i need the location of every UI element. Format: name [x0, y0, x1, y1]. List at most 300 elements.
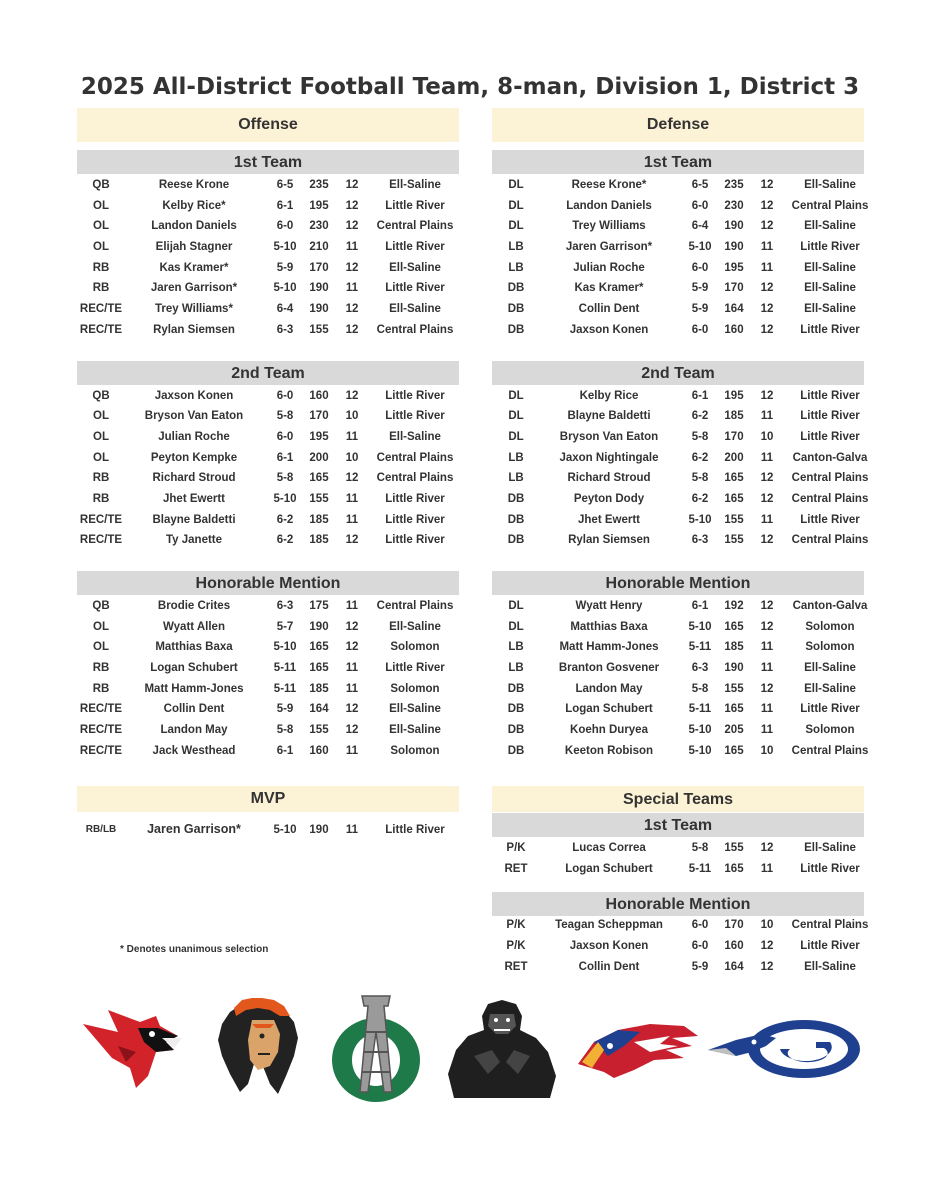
player-height: 6-1: [276, 451, 294, 464]
player-height: 6-4: [276, 303, 294, 316]
player-pos: OL: [93, 641, 109, 654]
player-school: Ell-Saline: [804, 960, 856, 973]
player-name: Trey Williams: [572, 220, 646, 233]
player-height: 5-9: [276, 703, 294, 716]
player-weight: 170: [309, 410, 329, 423]
player-name: Matt Hamm-Jones: [144, 682, 244, 695]
special-teams-honorable-list: [492, 916, 869, 978]
mvp-row: [77, 821, 459, 842]
player-weight: 235: [309, 179, 329, 191]
player-pos: RB: [92, 492, 110, 505]
player-school: Central Plains: [791, 744, 869, 757]
cardinal-logo: [78, 1002, 188, 1092]
player-year: 10: [760, 919, 774, 932]
player-year: 12: [345, 641, 359, 654]
player-weight: 165: [309, 641, 329, 654]
player-year: 11: [345, 241, 359, 254]
player-school: Central Plains: [376, 472, 454, 485]
mvp-height: 5-10: [273, 824, 297, 836]
player-height: 6-2: [276, 534, 294, 547]
player-weight: 185: [724, 641, 744, 654]
player-row: [77, 300, 459, 321]
player-school: Ell-Saline: [804, 682, 856, 695]
player-year: 11: [345, 600, 359, 612]
player-year: 12: [345, 179, 359, 191]
player-pos: P/K: [506, 940, 526, 953]
player-height: 5-9: [691, 960, 709, 973]
player-row: [77, 238, 459, 259]
player-pos: OL: [93, 410, 109, 423]
player-weight: 170: [724, 919, 744, 932]
player-name: Jaxon Nightingale: [559, 451, 659, 464]
player-name: Wyatt Allen: [163, 620, 225, 633]
player-height: 6-1: [691, 600, 709, 612]
player-height: 5-10: [273, 282, 297, 295]
player-year: 11: [345, 513, 359, 526]
player-school: Little River: [800, 430, 860, 443]
player-name: Reese Krone*: [571, 179, 647, 191]
player-row: [492, 659, 864, 680]
player-height: 5-11: [688, 703, 712, 716]
player-name: Matthias Baxa: [155, 641, 233, 654]
player-school: Little River: [800, 241, 860, 254]
player-weight: 165: [724, 620, 744, 633]
player-row: [492, 531, 869, 552]
player-school: Canton-Galva: [792, 451, 868, 464]
player-pos: DB: [507, 534, 525, 547]
player-weight: 164: [724, 960, 744, 973]
player-year: 12: [760, 220, 774, 233]
player-year: 11: [760, 241, 774, 254]
player-year: 12: [760, 534, 774, 547]
player-year: 11: [345, 682, 359, 695]
player-pos: RB: [92, 472, 110, 485]
mvp-name: Jaren Garrison*: [147, 822, 241, 836]
offense-first-team-heading: 1st Team: [77, 150, 459, 174]
player-pos: DB: [507, 303, 525, 316]
player-row: [77, 490, 459, 511]
player-row: [492, 721, 864, 742]
player-row: [492, 469, 869, 490]
special-teams-heading: Special Teams: [492, 786, 864, 812]
player-height: 6-0: [276, 389, 294, 402]
player-weight: 160: [309, 744, 329, 757]
player-pos: P/K: [506, 919, 526, 932]
player-name: Reese Krone: [158, 179, 230, 191]
player-school: Ell-Saline: [804, 261, 856, 274]
player-row: [492, 937, 864, 958]
player-pos: REC/TE: [79, 323, 123, 336]
mvp-weight: 190: [309, 824, 329, 836]
player-pos: REC/TE: [79, 513, 123, 526]
player-name: Kas Kramer*: [159, 261, 229, 274]
player-row: [492, 680, 864, 701]
player-height: 6-2: [276, 513, 294, 526]
player-pos: DL: [508, 600, 524, 612]
player-row: [77, 449, 459, 470]
player-year: 12: [760, 282, 774, 295]
player-weight: 195: [724, 261, 744, 274]
player-height: 6-3: [691, 534, 709, 547]
player-height: 6-0: [691, 199, 709, 212]
player-weight: 165: [309, 472, 329, 485]
player-name: Rylan Siemsen: [153, 323, 235, 336]
player-row: [77, 217, 459, 238]
player-row: [492, 197, 869, 218]
player-pos: OL: [93, 241, 109, 254]
player-name: Logan Schubert: [565, 703, 653, 716]
player-pos: LB: [508, 451, 524, 464]
player-weight: 185: [724, 410, 744, 423]
player-weight: 165: [724, 492, 744, 505]
player-pos: P/K: [506, 842, 526, 854]
player-name: Blayne Baldetti: [152, 513, 236, 526]
player-weight: 190: [724, 241, 744, 254]
player-weight: 155: [724, 842, 744, 854]
player-name: Brodie Crites: [157, 600, 231, 612]
defense-second-team-heading: 2nd Team: [492, 361, 864, 385]
player-name: Kelby Rice*: [162, 199, 226, 212]
player-weight: 155: [724, 682, 744, 695]
indian-chief-logo: [212, 994, 304, 1100]
player-year: 12: [345, 620, 359, 633]
player-school: Canton-Galva: [792, 600, 868, 612]
player-weight: 195: [309, 430, 329, 443]
player-pos: LB: [508, 662, 524, 675]
player-height: 6-1: [691, 389, 709, 402]
player-pos: RB: [92, 662, 110, 675]
player-pos: RB: [92, 282, 110, 295]
player-school: Ell-Saline: [804, 842, 856, 854]
player-pos: REC/TE: [79, 703, 123, 716]
player-year: 12: [760, 940, 774, 953]
player-school: Little River: [800, 389, 860, 402]
player-name: Jhet Ewertt: [578, 513, 640, 526]
player-row: [492, 387, 864, 408]
player-height: 5-8: [691, 682, 709, 695]
player-height: 6-3: [276, 600, 294, 612]
player-weight: 200: [309, 451, 329, 464]
player-year: 12: [760, 492, 774, 505]
player-name: Landon Daniels: [151, 220, 237, 233]
defense-first-team-heading: 1st Team: [492, 150, 864, 174]
player-year: 11: [760, 451, 774, 464]
player-pos: DL: [508, 430, 524, 443]
player-weight: 230: [309, 220, 329, 233]
player-row: [77, 176, 459, 197]
player-height: 5-9: [691, 282, 709, 295]
player-school: Little River: [385, 410, 445, 423]
player-name: Matt Hamm-Jones: [559, 641, 659, 654]
defense-honorable-list: [492, 597, 869, 763]
player-row: [77, 531, 459, 552]
player-year: 10: [345, 410, 359, 423]
player-height: 5-10: [688, 744, 712, 757]
player-pos: QB: [92, 389, 110, 402]
player-height: 5-10: [273, 492, 297, 505]
player-row: [77, 597, 459, 618]
player-year: 12: [760, 323, 774, 336]
player-school: Central Plains: [376, 323, 454, 336]
player-school: Ell-Saline: [389, 303, 441, 316]
player-pos: DL: [508, 179, 524, 191]
player-height: 5-8: [276, 724, 294, 737]
player-height: 6-3: [276, 323, 294, 336]
player-pos: LB: [508, 241, 524, 254]
player-year: 12: [345, 534, 359, 547]
player-school: Ell-Saline: [804, 303, 856, 316]
player-weight: 190: [309, 303, 329, 316]
player-school: Little River: [800, 513, 860, 526]
player-pos: LB: [508, 472, 524, 485]
player-year: 11: [760, 641, 774, 654]
player-height: 5-11: [273, 682, 297, 695]
player-pos: DB: [507, 703, 525, 716]
player-weight: 165: [724, 703, 744, 716]
player-height: 5-8: [691, 842, 709, 854]
player-pos: DL: [508, 199, 524, 212]
player-pos: LB: [508, 641, 524, 654]
player-row: [77, 469, 459, 490]
player-name: Richard Stroud: [152, 472, 236, 485]
player-school: Solomon: [805, 620, 855, 633]
player-weight: 164: [309, 703, 329, 716]
player-name: Jhet Ewertt: [163, 492, 225, 505]
player-year: 11: [345, 430, 359, 443]
player-row: [492, 638, 864, 659]
player-name: Rylan Siemsen: [568, 534, 650, 547]
player-row: [492, 618, 864, 639]
player-weight: 190: [724, 220, 744, 233]
player-year: 11: [760, 513, 774, 526]
player-height: 6-4: [691, 220, 709, 233]
player-row: [77, 387, 459, 408]
player-name: Bryson Van Eaton: [559, 430, 659, 443]
offense-heading: Offense: [77, 108, 459, 142]
player-weight: 170: [724, 430, 744, 443]
player-name: Landon May: [160, 724, 228, 737]
player-height: 5-10: [688, 241, 712, 254]
player-year: 12: [760, 682, 774, 695]
player-height: 5-9: [691, 303, 709, 316]
player-row: [492, 860, 864, 881]
player-row: [492, 490, 869, 511]
player-weight: 165: [724, 472, 744, 485]
player-school: Little River: [385, 282, 445, 295]
player-school: Ell-Saline: [389, 620, 441, 633]
player-name: Elijah Stagner: [155, 241, 233, 254]
player-weight: 200: [724, 451, 744, 464]
player-pos: DL: [508, 620, 524, 633]
player-row: [492, 916, 869, 937]
player-height: 6-0: [691, 261, 709, 274]
player-name: Richard Stroud: [567, 472, 651, 485]
player-weight: 185: [309, 513, 329, 526]
player-row: [77, 700, 459, 721]
player-height: 6-3: [691, 662, 709, 675]
player-year: 11: [760, 261, 774, 274]
player-weight: 175: [309, 600, 329, 612]
player-name: Kas Kramer*: [574, 282, 644, 295]
player-year: 12: [760, 389, 774, 402]
player-row: [492, 279, 864, 300]
player-school: Little River: [800, 323, 860, 336]
player-school: Ell-Saline: [804, 220, 856, 233]
player-height: 5-8: [691, 430, 709, 443]
player-school: Solomon: [390, 641, 440, 654]
player-height: 5-8: [276, 472, 294, 485]
player-year: 11: [345, 662, 359, 675]
player-name: Teagan Scheppman: [555, 919, 663, 932]
player-school: Central Plains: [791, 472, 869, 485]
player-row: [492, 428, 864, 449]
player-row: [77, 721, 459, 742]
eagle-logo: [574, 1012, 702, 1082]
player-weight: 195: [309, 199, 329, 212]
player-pos: DL: [508, 220, 524, 233]
player-row: [492, 238, 864, 259]
player-weight: 192: [724, 600, 744, 612]
mvp-panel: [77, 786, 459, 842]
player-name: Collin Dent: [578, 960, 640, 973]
player-weight: 235: [724, 179, 744, 191]
player-pos: REC/TE: [79, 744, 123, 757]
mvp-heading: MVP: [77, 786, 459, 812]
player-row: [492, 449, 868, 470]
player-height: 5-10: [273, 641, 297, 654]
player-name: Peyton Dody: [573, 492, 645, 505]
player-height: 5-11: [688, 862, 712, 875]
defense-first-team-list: [492, 176, 869, 342]
player-year: 12: [760, 199, 774, 212]
player-year: 12: [760, 303, 774, 316]
player-year: 12: [345, 303, 359, 316]
player-year: 11: [760, 662, 774, 675]
player-name: Jaxson Konen: [569, 940, 649, 953]
player-height: 5-8: [276, 410, 294, 423]
player-year: 12: [760, 472, 774, 485]
player-height: 5-9: [276, 261, 294, 274]
player-name: Ty Janette: [165, 534, 223, 547]
player-year: 12: [760, 960, 774, 973]
player-year: 10: [345, 451, 359, 464]
player-height: 5-10: [273, 241, 297, 254]
player-height: 6-5: [691, 179, 709, 191]
player-school: Central Plains: [791, 492, 869, 505]
player-school: Little River: [385, 492, 445, 505]
player-year: 11: [760, 724, 774, 737]
player-year: 12: [345, 220, 359, 233]
player-school: Little River: [385, 513, 445, 526]
player-year: 12: [345, 389, 359, 402]
player-pos: OL: [93, 620, 109, 633]
player-weight: 155: [309, 323, 329, 336]
player-school: Little River: [385, 241, 445, 254]
player-name: Blayne Baldetti: [567, 410, 651, 423]
defense-panel: [492, 108, 869, 763]
player-weight: 170: [724, 282, 744, 295]
player-school: Little River: [800, 940, 860, 953]
player-row: [492, 839, 864, 860]
player-year: 12: [760, 842, 774, 854]
player-row: [77, 659, 459, 680]
player-school: Central Plains: [376, 600, 454, 612]
player-name: Matthias Baxa: [570, 620, 648, 633]
player-weight: 210: [309, 241, 329, 254]
player-pos: DL: [508, 389, 524, 402]
player-weight: 155: [724, 513, 744, 526]
special-teams-first-team-heading: 1st Team: [492, 813, 864, 837]
player-pos: REC/TE: [79, 534, 123, 547]
player-weight: 165: [724, 744, 744, 757]
player-school: Solomon: [805, 641, 855, 654]
player-row: [492, 597, 868, 618]
player-weight: 195: [724, 389, 744, 402]
player-school: Little River: [800, 410, 860, 423]
player-name: Koehn Duryea: [570, 724, 648, 737]
player-pos: DB: [507, 492, 525, 505]
player-year: 11: [760, 410, 774, 423]
player-row: [77, 279, 459, 300]
player-name: Julian Roche: [573, 261, 645, 274]
offense-panel: [77, 108, 459, 763]
player-pos: DL: [508, 410, 524, 423]
player-height: 6-2: [691, 492, 709, 505]
player-year: 11: [760, 862, 774, 875]
player-school: Little River: [800, 703, 860, 716]
player-weight: 155: [724, 534, 744, 547]
player-height: 6-0: [691, 919, 709, 932]
player-weight: 190: [309, 282, 329, 295]
player-year: 12: [345, 261, 359, 274]
player-school: Little River: [800, 862, 860, 875]
player-weight: 160: [724, 940, 744, 953]
player-name: Jack Westhead: [152, 744, 236, 757]
player-school: Ell-Saline: [389, 724, 441, 737]
player-pos: OL: [93, 451, 109, 464]
player-weight: 164: [724, 303, 744, 316]
player-pos: RET: [504, 862, 528, 875]
player-row: [77, 407, 459, 428]
special-teams-panel: [492, 786, 869, 978]
player-name: Jaxson Konen: [569, 323, 649, 336]
player-name: Wyatt Henry: [575, 600, 643, 612]
offense-honorable-list: [77, 597, 459, 763]
player-year: 11: [345, 744, 359, 757]
player-row: [77, 321, 459, 342]
player-weight: 190: [309, 620, 329, 633]
player-weight: 155: [309, 724, 329, 737]
player-height: 5-8: [691, 472, 709, 485]
player-school: Central Plains: [791, 199, 869, 212]
player-name: Lucas Correa: [572, 842, 646, 854]
player-name: Kelby Rice: [579, 389, 639, 402]
oil-derrick-o-logo: [326, 992, 426, 1104]
player-pos: DB: [507, 513, 525, 526]
player-school: Little River: [385, 389, 445, 402]
player-school: Central Plains: [376, 451, 454, 464]
offense-second-team-heading: 2nd Team: [77, 361, 459, 385]
player-pos: OL: [93, 220, 109, 233]
player-height: 6-1: [276, 744, 294, 757]
player-height: 5-10: [688, 724, 712, 737]
defense-second-team-list: [492, 387, 869, 553]
special-teams-first-team-list: [492, 839, 864, 880]
player-row: [77, 259, 459, 280]
offense-second-team-list: [77, 387, 459, 553]
player-name: Jaxson Konen: [154, 389, 234, 402]
player-name: Trey Williams*: [155, 303, 233, 316]
